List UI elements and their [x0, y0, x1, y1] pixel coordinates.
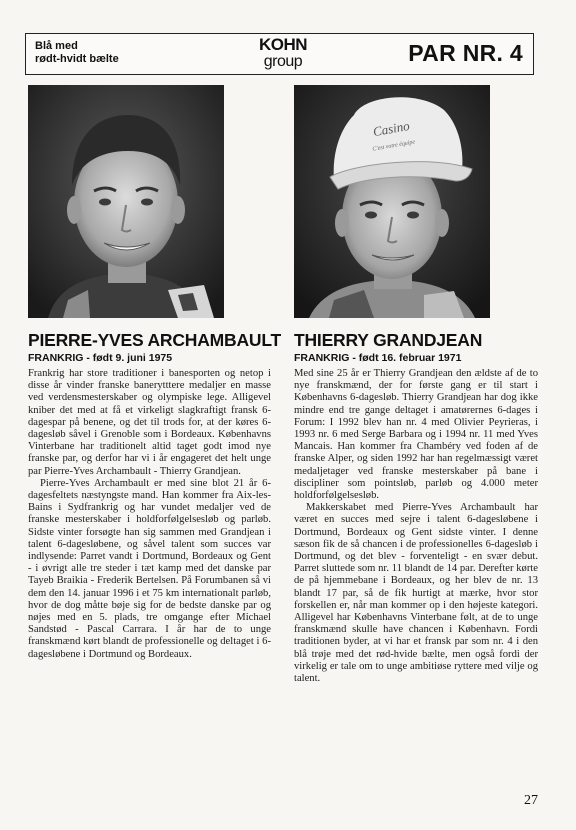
cap-slogan-text: C'est votre équipe [372, 139, 416, 153]
rider-name-grandjean: THIERRY GRANDJEAN [294, 330, 483, 350]
cap-logo-text: Casino [371, 117, 411, 140]
sponsor-logo [253, 36, 313, 70]
rider-name-archambault: PIERRE-YVES ARCHAMBAULT [28, 330, 282, 350]
sponsor-logo-line2: group [263, 53, 303, 70]
paragraph: Pierre-Yves Archambault er med sine blot 21 år 6-dagesfeltets næstyngste mand. Han kommer fra Aix-les-Bains i Sydfrankrig og har vundet medaljer ved de franske mesterskaber i holdforfølgelsesløb og parløb. Sidste vinter forsøgte han sig sammen med Grandjean i talent 6-dagesløbene, og såvel talent som succes var indlysende: Parret vandt i Dortmund, Bordeaux og Gent - i øvrigt alle tre steder i tæt kamp med det danske par Tayeb Braikia - Frederik Bertelsen. På Forumbanen så vi dem den 14. januar 1996 i et 75 km internationalt parløb, hvor de dog måtte bøje sig for de bedste danske par og nøjes med en 5. plads, tre omgange efter Michael Sandstød - Pascal Carrara. I år har de to unge franskmænd kørt blandt de professionelle og deltaget i 6-dagesløbene i Dortmund og Bordeaux. [28, 477, 271, 660]
paragraph: Med sine 25 år er Thierry Grandjean den ældste af de to nye franskmænd, der for første gang er til start i Københavns 6-dagesløb. Thierry Grandjean har dog ikke mindre end tre gange deltaget i amatørernes 6-dages i Forum: I 1992 blev han nr. 4 med Olivier Peyrieras, i 1993 nr. 6 med Serge Barbara og i 1994 nr. 11 med Yves Mancais. Han kommer fra Chambéry ved foden af de franske Alper, og siden 1992 har han regelmæssigt været medaljetager ved franske mesterskaber på bane i discipliner som pointsløb, parløb og 4.000 meter holdforfølgelsesløb. [294, 368, 538, 502]
pair-number: PAR NR. 4 [408, 40, 523, 66]
jersey-colors-line1: Blå med [35, 40, 78, 52]
paragraph: Makkerskabet med Pierre-Yves Archambault har været en succes med sejre i talent 6-dagesløbene i Dortmund, Bordeaux og Gent sidste vinter. I denne sæson fik de så chancen i de professionelles 6-dagesløb i Dortmund, og det blev - forventeligt - en svær debut. Parret sluttede som nr. 11 blandt de 14 par. Derefter kørte de på hjemmebane i Bordeaux, og her blev de nr. 13 blandt 17 par, så de fik hurtigt at mærke, hvor stor forskellen er, når man kommer op i den højeste kategori. Alligevel har Københavns Vinterbane følt, at de to unge franskmænd skulle have chancen i København. Fordi traditionen byder, at vi har et fransk par som nr. 4 i den blå trøje med det rød-hvide bælte, men også fordi der virkelig er tale om to unge ambitiøse ryttere med vilje og talent. [294, 502, 538, 685]
portrait-photo-grandjean [294, 85, 490, 318]
pair-header [25, 33, 534, 75]
jersey-colors-line2: rødt-hvidt bælte [35, 53, 119, 65]
rider-subtitle-archambault: FRANKRIG - født 9. juni 1975 [28, 352, 173, 364]
portrait-photo-archambault [28, 85, 224, 318]
jersey-colors [35, 40, 119, 66]
page-number: 27 [524, 793, 538, 808]
paragraph: Frankrig har store traditioner i banesporten og netop i disse år vinder franske banerytttere medaljer en masse ved verdensmesterskaber og olympiske lege. Alligevel kniber det med at få et virkeligt slagkraftigt fransk 6-dagespar på benene, og det til trods for, at der køres 6-dagesløb såvel i Grenoble som i Bordeaux. Københavns Vinterbane har traditionelt altid taget godt imod nye franske par, og derfor har vi i år engageret det helt unge par Pierre-Yves Archambault - Thierry Grandjean. [28, 368, 271, 477]
sponsor-logo-line1: KOHN [258, 35, 308, 54]
rider-subtitle-grandjean: FRANKRIG - født 16. februar 1971 [294, 352, 462, 364]
article-column-grandjean [294, 368, 538, 685]
article-column-archambault [28, 368, 271, 661]
